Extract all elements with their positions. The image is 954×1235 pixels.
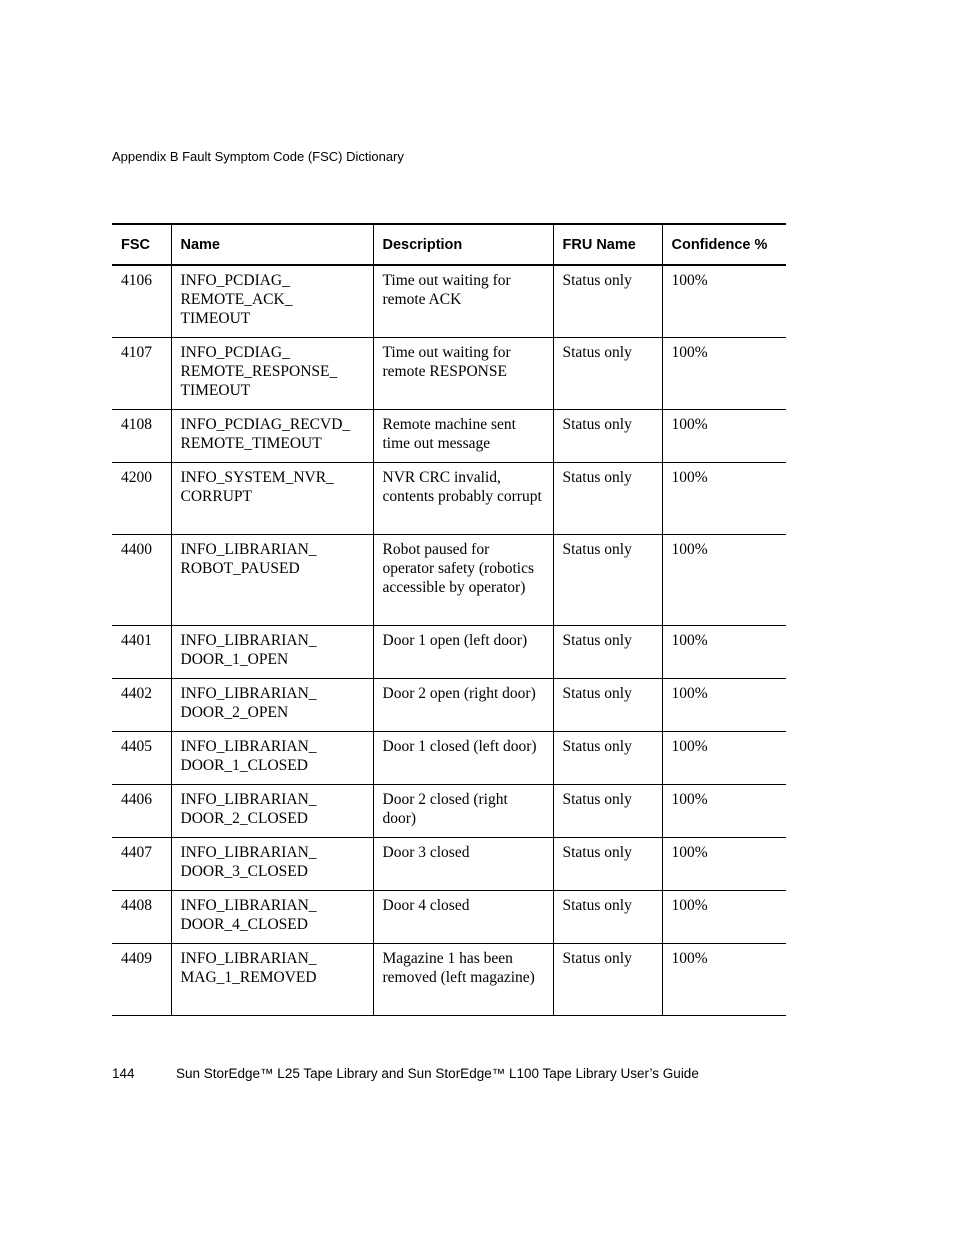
cell-confidence: 100% bbox=[662, 265, 786, 337]
cell-fru-name: Status only bbox=[553, 784, 662, 837]
cell-description: Door 1 closed (left door) bbox=[373, 731, 553, 784]
cell-name: INFO_SYSTEM_NVR_ CORRUPT bbox=[171, 462, 373, 534]
fsc-table-container bbox=[112, 223, 786, 1016]
book-title: Sun StorEdge™ L25 Tape Library and Sun StorEdge™ L100 Tape Library User’s Guide bbox=[176, 1066, 699, 1081]
cell-fsc: 4107 bbox=[112, 337, 171, 409]
cell-fru-name: Status only bbox=[553, 337, 662, 409]
column-header-confidence: Confidence % bbox=[662, 224, 786, 265]
cell-fsc: 4409 bbox=[112, 943, 171, 1015]
cell-fsc: 4406 bbox=[112, 784, 171, 837]
cell-fsc: 4400 bbox=[112, 534, 171, 625]
cell-confidence: 100% bbox=[662, 890, 786, 943]
cell-name: INFO_PCDIAG_RECVD_ REMOTE_TIMEOUT bbox=[171, 409, 373, 462]
table-row bbox=[112, 943, 786, 1015]
cell-fsc: 4401 bbox=[112, 625, 171, 678]
cell-fru-name: Status only bbox=[553, 678, 662, 731]
cell-description: Door 2 closed (right door) bbox=[373, 784, 553, 837]
cell-description: Door 4 closed bbox=[373, 890, 553, 943]
running-head: Appendix B Fault Symptom Code (FSC) Dictionary bbox=[112, 149, 404, 164]
cell-name: INFO_LIBRARIAN_ MAG_1_REMOVED bbox=[171, 943, 373, 1015]
cell-confidence: 100% bbox=[662, 943, 786, 1015]
cell-description: Door 3 closed bbox=[373, 837, 553, 890]
cell-description: Door 1 open (left door) bbox=[373, 625, 553, 678]
cell-confidence: 100% bbox=[662, 837, 786, 890]
column-header-fru-name: FRU Name bbox=[553, 224, 662, 265]
cell-name: INFO_PCDIAG_ REMOTE_RESPONSE_ TIMEOUT bbox=[171, 337, 373, 409]
cell-fsc: 4408 bbox=[112, 890, 171, 943]
cell-fsc: 4200 bbox=[112, 462, 171, 534]
cell-description: Time out waiting for remote RESPONSE bbox=[373, 337, 553, 409]
cell-confidence: 100% bbox=[662, 784, 786, 837]
cell-confidence: 100% bbox=[662, 625, 786, 678]
cell-name: INFO_LIBRARIAN_ DOOR_2_CLOSED bbox=[171, 784, 373, 837]
cell-fsc: 4108 bbox=[112, 409, 171, 462]
table-row bbox=[112, 731, 786, 784]
cell-confidence: 100% bbox=[662, 409, 786, 462]
table-row bbox=[112, 462, 786, 534]
cell-confidence: 100% bbox=[662, 731, 786, 784]
cell-fru-name: Status only bbox=[553, 534, 662, 625]
cell-fsc: 4405 bbox=[112, 731, 171, 784]
column-header-name: Name bbox=[171, 224, 373, 265]
cell-description: Robot paused for operator safety (robotics accessible by operator) bbox=[373, 534, 553, 625]
cell-confidence: 100% bbox=[662, 534, 786, 625]
cell-name: INFO_LIBRARIAN_ DOOR_1_CLOSED bbox=[171, 731, 373, 784]
cell-fsc: 4106 bbox=[112, 265, 171, 337]
column-header-fsc: FSC bbox=[112, 224, 171, 265]
table-row bbox=[112, 837, 786, 890]
table-row bbox=[112, 678, 786, 731]
table-header-row bbox=[112, 224, 786, 265]
table-row bbox=[112, 337, 786, 409]
cell-confidence: 100% bbox=[662, 678, 786, 731]
cell-description: Magazine 1 has been removed (left magazine) bbox=[373, 943, 553, 1015]
page-number: 144 bbox=[112, 1066, 135, 1081]
cell-fru-name: Status only bbox=[553, 409, 662, 462]
cell-fsc: 4407 bbox=[112, 837, 171, 890]
cell-fsc: 4402 bbox=[112, 678, 171, 731]
cell-name: INFO_PCDIAG_ REMOTE_ACK_ TIMEOUT bbox=[171, 265, 373, 337]
table-row bbox=[112, 784, 786, 837]
cell-description: Time out waiting for remote ACK bbox=[373, 265, 553, 337]
cell-name: INFO_LIBRARIAN_ DOOR_3_CLOSED bbox=[171, 837, 373, 890]
cell-name: INFO_LIBRARIAN_ ROBOT_PAUSED bbox=[171, 534, 373, 625]
cell-fru-name: Status only bbox=[553, 731, 662, 784]
cell-description: Door 2 open (right door) bbox=[373, 678, 553, 731]
table-row bbox=[112, 890, 786, 943]
cell-description: Remote machine sent time out message bbox=[373, 409, 553, 462]
cell-description: NVR CRC invalid, contents probably corrupt bbox=[373, 462, 553, 534]
cell-confidence: 100% bbox=[662, 337, 786, 409]
cell-fru-name: Status only bbox=[553, 890, 662, 943]
cell-fru-name: Status only bbox=[553, 462, 662, 534]
cell-name: INFO_LIBRARIAN_ DOOR_4_CLOSED bbox=[171, 890, 373, 943]
table-row bbox=[112, 625, 786, 678]
cell-name: INFO_LIBRARIAN_ DOOR_2_OPEN bbox=[171, 678, 373, 731]
cell-fru-name: Status only bbox=[553, 265, 662, 337]
cell-fru-name: Status only bbox=[553, 837, 662, 890]
cell-fru-name: Status only bbox=[553, 943, 662, 1015]
cell-name: INFO_LIBRARIAN_ DOOR_1_OPEN bbox=[171, 625, 373, 678]
cell-fru-name: Status only bbox=[553, 625, 662, 678]
table-row bbox=[112, 534, 786, 625]
column-header-description: Description bbox=[373, 224, 553, 265]
cell-confidence: 100% bbox=[662, 462, 786, 534]
table-row bbox=[112, 265, 786, 337]
fsc-table bbox=[112, 223, 786, 1016]
table-row bbox=[112, 409, 786, 462]
